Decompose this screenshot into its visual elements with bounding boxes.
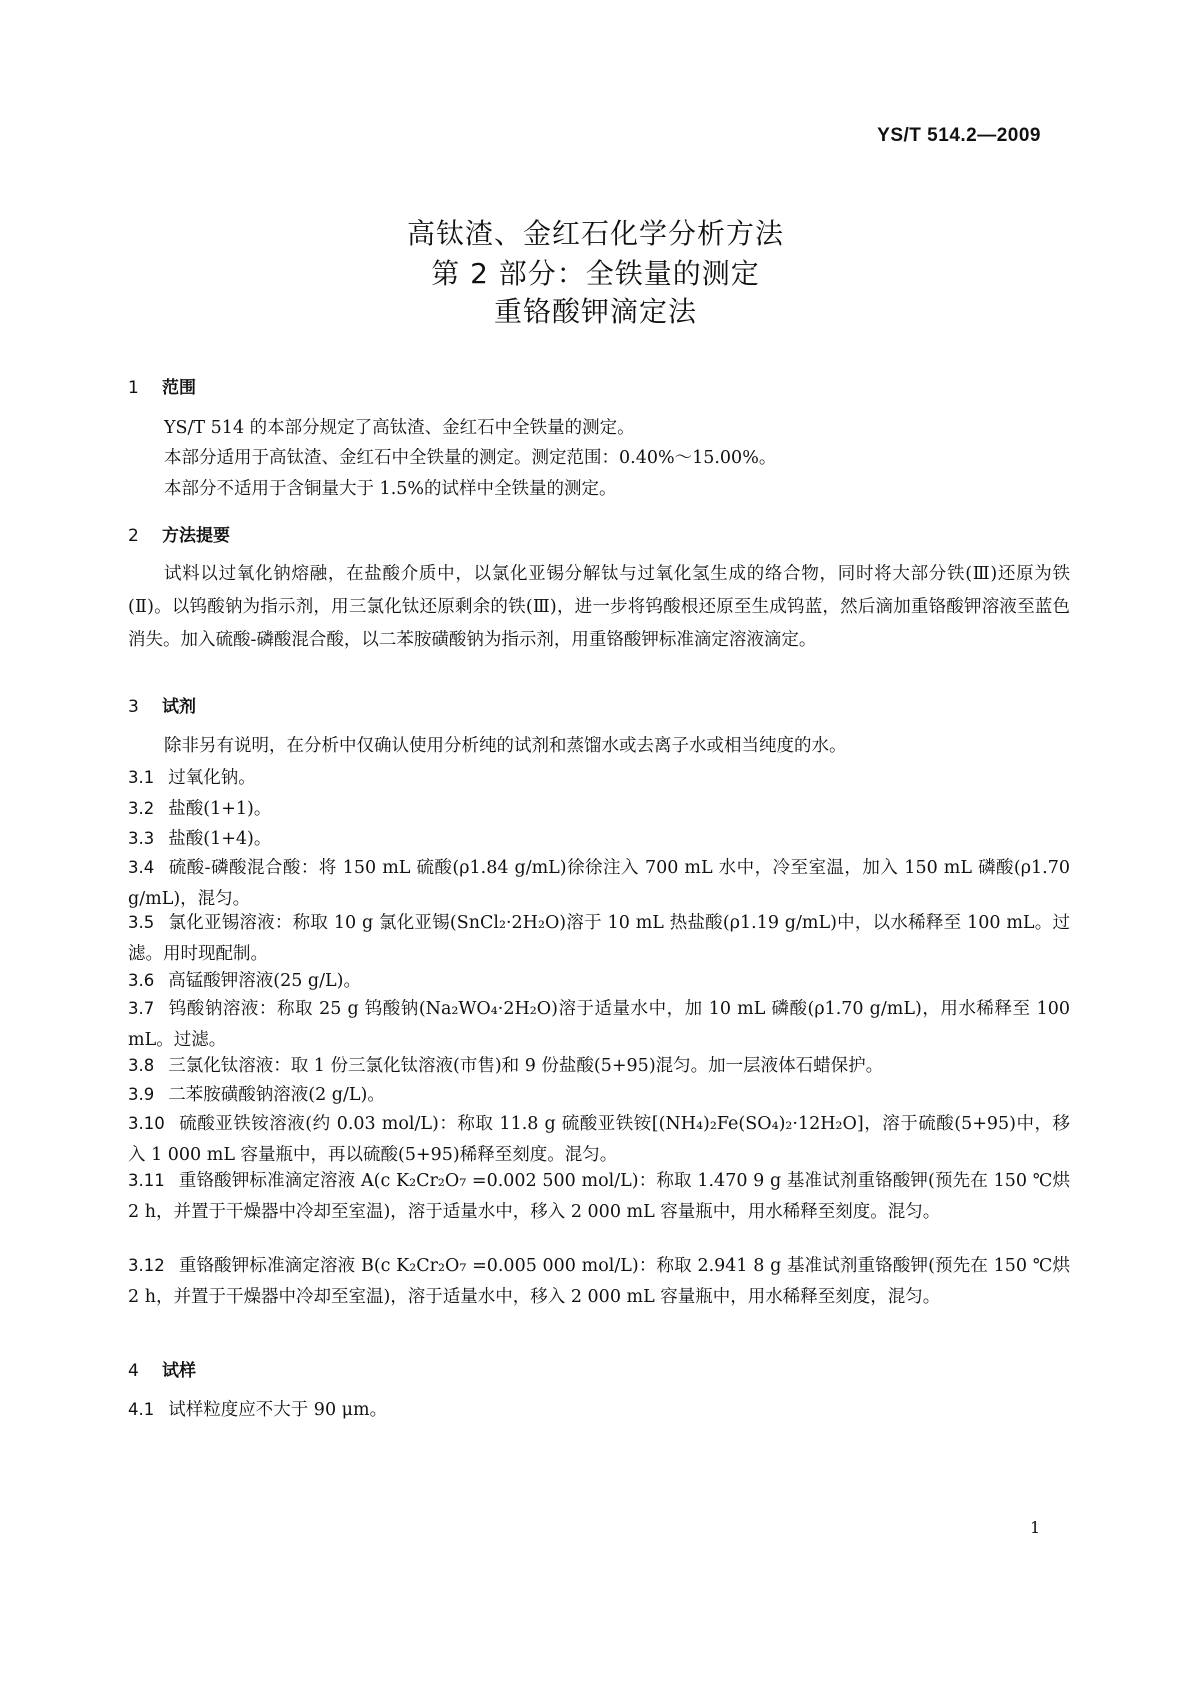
section-title: 范围 — [162, 378, 196, 398]
list-item-3-3: 3.3 盐酸(1+4)。 — [128, 829, 272, 849]
section-3-para-1: 除非另有说明，在分析中仅确认使用分析纯的试剂和蒸馏水或去离子水或相当纯度的水。 — [164, 736, 847, 756]
section-title: 试剂 — [162, 697, 196, 717]
list-item-3-8: 3.8 三氯化钛溶液：取 1 份三氯化钛溶液(市售)和 9 份盐酸(5+95)混匀。加一层液体石蜡保护。 — [128, 1056, 884, 1076]
section-1-para-2: 本部分适用于高钛渣、金红石中全铁量的测定。测定范围：0.40%～15.00%。 — [164, 448, 777, 468]
section-2-heading — [128, 521, 230, 546]
list-item-3-1: 3.1 过氧化钠。 — [128, 768, 256, 788]
standard-code: YS/T 514.2—2009 — [877, 125, 1041, 146]
section-1-heading — [128, 373, 196, 398]
section-1-para-1: YS/T 514 的本部分规定了高钛渣、金红石中全铁量的测定。 — [164, 418, 635, 438]
section-4-heading — [128, 1356, 196, 1381]
list-item-3-10: 3.10 硫酸亚铁铵溶液(约 0.03 mol/L)：称取 11.8 g 硫酸亚铁铵[(NH₄)₂Fe(SO₄)₂·12H₂O]，溶于硫酸(5+95)中，移入 1 000 mL 容量瓶中，再以硫酸(5+95)稀释至刻度。混匀。 — [128, 1114, 1070, 1165]
section-number: 2 — [128, 526, 139, 546]
list-item-4-1: 4.1 试样粒度应不大于 90 μm。 — [128, 1400, 388, 1420]
section-2-para-1: 试料以过氧化钠熔融，在盐酸介质中，以氯化亚锡分解钛与过氧化氢生成的络合物，同时将大部分铁(Ⅲ)还原为铁(Ⅱ)。以钨酸钠为指示剂，用三氯化钛还原剩余的铁(Ⅲ)，进一步将钨酸根还原至生成钨蓝，然后滴加重铬酸钾溶液至蓝色消失。加入硫酸-磷酸混合酸，以二苯胺磺酸钠为指示剂，用重铬酸钾标准滴定溶液滴定。 — [128, 564, 1070, 650]
list-item-3-6: 3.6 高锰酸钾溶液(25 g/L)。 — [128, 971, 361, 991]
list-item-3-5: 3.5 氯化亚锡溶液：称取 10 g 氯化亚锡(SnCl₂·2H₂O)溶于 10 mL 热盐酸(ρ1.19 g/mL)中，以水稀释至 100 mL。过滤。用时现配制。 — [128, 913, 1070, 964]
section-number: 4 — [128, 1361, 139, 1381]
page-number: 1 — [1030, 1518, 1041, 1537]
section-number: 3 — [128, 697, 139, 717]
title-line-3: 重铬酸钾滴定法 — [493, 295, 697, 328]
title-line-2: 第 2 部分：全铁量的测定 — [431, 257, 760, 290]
section-title: 试样 — [162, 1361, 196, 1381]
section-title: 方法提要 — [162, 526, 230, 546]
list-item-3-11: 3.11 重铬酸钾标准滴定溶液 A(c K₂Cr₂O₇ =0.002 500 mol/L)：称取 1.470 9 g 基准试剂重铬酸钾(预先在 150 ℃烘 2 h，并置于干燥器中冷却至室温)，溶于适量水中，移入 2 000 mL 容量瓶中，用水稀释至刻度。混匀。 — [128, 1171, 1070, 1222]
section-1-para-3: 本部分不适用于含铜量大于 1.5%的试样中全铁量的测定。 — [164, 479, 617, 499]
list-item-3-9: 3.9 二苯胺磺酸钠溶液(2 g/L)。 — [128, 1085, 385, 1105]
section-number: 1 — [128, 378, 139, 398]
section-3-heading — [128, 692, 196, 717]
list-item-3-4: 3.4 硫酸-磷酸混合酸：将 150 mL 硫酸(ρ1.84 g/mL)徐徐注入 700 mL 水中，冷至室温，加入 150 mL 磷酸(ρ1.70 g/mL)，混匀。 — [128, 858, 1070, 909]
list-item-3-7: 3.7 钨酸钠溶液：称取 25 g 钨酸钠(Na₂WO₄·2H₂O)溶于适量水中，加 10 mL 磷酸(ρ1.70 g/mL)，用水稀释至 100 mL。过滤。 — [128, 999, 1070, 1050]
title-line-1: 高钛渣、金红石化学分析方法 — [406, 217, 784, 250]
list-item-3-12: 3.12 重铬酸钾标准滴定溶液 B(c K₂Cr₂O₇ =0.005 000 mol/L)：称取 2.941 8 g 基准试剂重铬酸钾(预先在 150 ℃烘 2 h，并置于干燥器中冷却至室温)，溶于适量水中，移入 2 000 mL 容量瓶中，用水稀释至刻度，混匀。 — [128, 1256, 1070, 1307]
list-item-3-2: 3.2 盐酸(1+1)。 — [128, 799, 272, 819]
